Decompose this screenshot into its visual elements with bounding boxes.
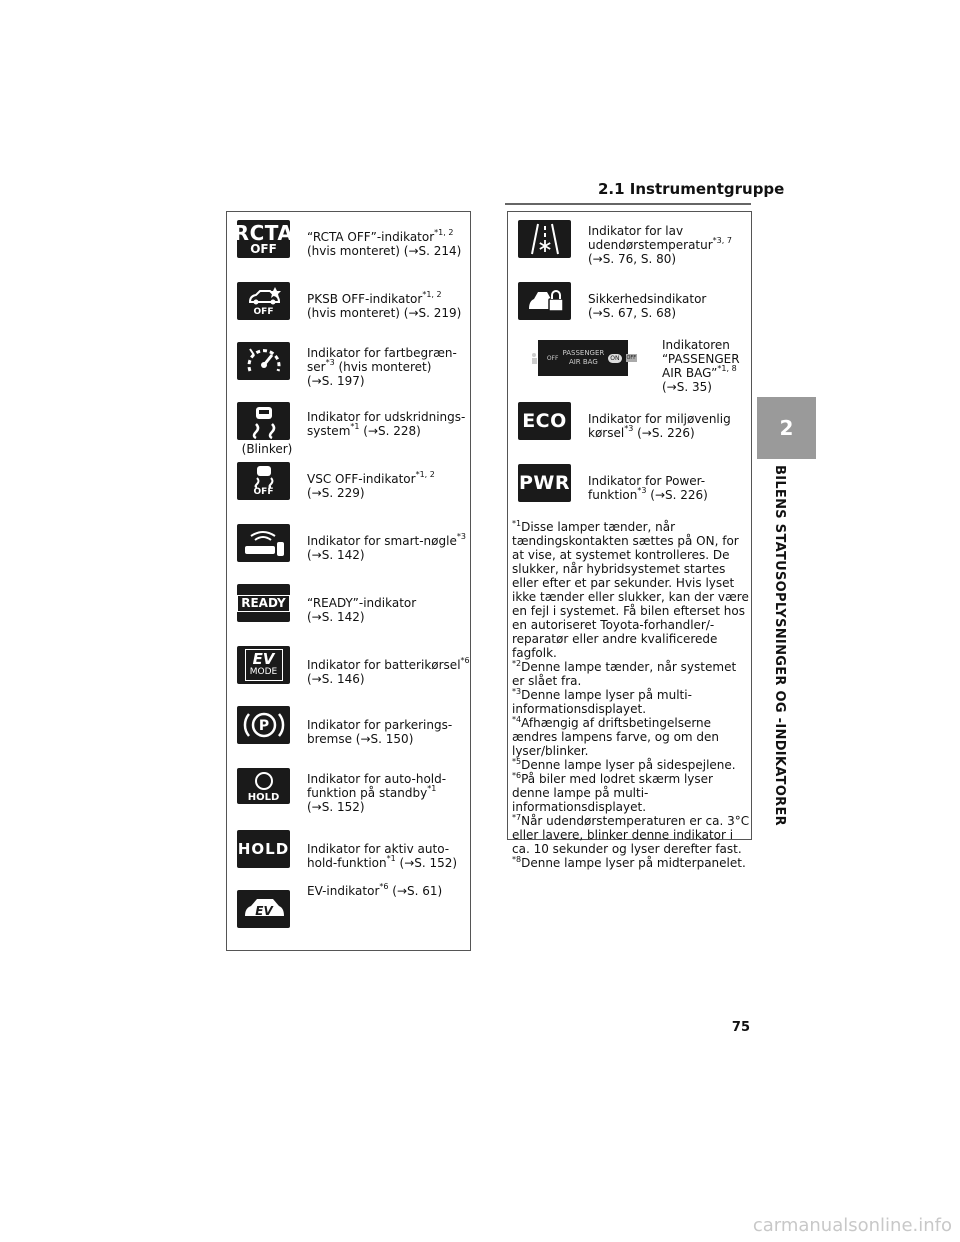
vsc-off-icon: OFF	[237, 462, 290, 500]
left-indicator-panel: RCTA OFF “RCTA OFF”-indikator$^{*1, 2}$ (hvis monteret) (→S. 214) OFF PKSB OFF-indikator$^{*1, 2}$ (hvis monteret) (→S. 219) Indikator for fartbegræn- ser$^{*3}$ (hvis monteret) (→S. 197) (Blinker) Indikator for udskridnings- system$^{*1}$ (→S. 228) OFF VSC OFF-indikator$^{*1, 2}$ (→S. 229) Indikator for smart-nøgle$^{*3}$ (→S. 142) READY “READY”-indikator (→S. 142) EV MODE Indikator for batterikørsel$^{*6}$ (→S. 146) P Indikator for parkerings- bremse (→S. 150) HOLD Indikator for auto-hold- funktion på standby$^{*1}$ (→S. 152) HOLD Indikator for aktiv auto- hold-funktion$^{*1}$ (→S. 152) EV EV-indikator$^{*6}$ (→S. 61)	[226, 211, 471, 951]
smart-key-icon	[237, 524, 290, 562]
footnote: $^{*1}$Disse lamper tænder, når tændingskontakten sættes på ON, for at vise, at systemet kontrolleres. De slukker, når hybridsystemet startes eller efter et par sekunder. Hvis lyset ikke tænder eller slukker, kan der være en fejl i systemet. Få bilen efterset hos en autoriseret Toyota-forhandler/-reparatør eller andre kvalificerede fagfolk.	[512, 519, 749, 660]
parking-brake-icon	[237, 706, 290, 744]
chapter-title: BILENS STATUSOPLYSNINGER OG -INDIKATORER	[772, 465, 787, 826]
ev-car-icon	[237, 890, 290, 928]
auto-hold-standby-icon: HOLD	[237, 768, 290, 804]
footnote: $^{*7}$Når udendørstemperaturen er ca. 3°C eller lavere, blinker denne indikator i ca. 10 sekunder og lyser derefter fast.	[512, 813, 750, 856]
rcta-off-icon: RCTA OFF	[233, 221, 294, 256]
ev-mode-icon: EV MODE	[237, 646, 290, 684]
pwr-icon: PWR	[518, 464, 571, 502]
watermark: carmanualsonline.info	[752, 1215, 952, 1236]
footnote: $^{*4}$Afhængig af driftsbetingelserne ændres lampens farve, og om den lyser/blinker.	[512, 715, 720, 758]
hold-icon: HOLD	[237, 830, 290, 868]
footnote: $^{*5}$Denne lampe lyser på sidespejlene.	[512, 757, 736, 772]
pksb-off-icon: OFF	[237, 282, 290, 320]
section-rule	[505, 203, 751, 205]
svg-text:EV: EV	[254, 904, 273, 918]
footnote: $^{*3}$Denne lampe lyser på multi-informationsdisplayet.	[512, 687, 692, 716]
footnotes	[512, 520, 750, 870]
security-car-lock-icon	[518, 282, 571, 320]
footnote: $^{*2}$Denne lampe tænder, når systemet er slået fra.	[512, 659, 737, 688]
svg-text:P: P	[258, 718, 269, 734]
low-temperature-road-icon	[518, 220, 571, 258]
footnote: $^{*6}$På biler med lodret skærm lyser denne lampe på multi-informationsdisplayet.	[512, 771, 713, 814]
chapter-tab: 2	[757, 397, 816, 459]
speed-limiter-icon	[237, 342, 290, 380]
section-title: 2.1 Instrumentgruppe	[598, 180, 785, 198]
eco-icon: ECO	[518, 402, 571, 440]
passenger-airbag-icon: OFF PASSENGER AIR BAG ON OFF	[538, 340, 628, 376]
footnote: $^{*8}$Denne lampe lyser på midterpanelet.	[512, 855, 746, 870]
ready-icon: READY	[237, 584, 290, 622]
right-indicator-panel: Indikator for lav udendørstemperatur$^{*3, 7}$ (→S. 76, S. 80) Sikkerhedsindikator (→S. 67, S. 68) OFF PASSENGER AIR BAG ON OFF Indikatoren “PASSENGER AIR BAG”$^{*1, 8}$ (→S. 35) ECO Indikator for miljøvenlig kørsel$^{*3}$ (→S. 226) PWR Indikator for Power- funktion$^{*3}$ (→S. 226) $^{*1}$Disse lamper tænder, når tændingskontakten sættes på ON, for at vise, at systemet kontrolleres. De slukker, når hybridsystemet startes eller efter et par sekunder. Hvis lyset ikke tænder eller slukker, kan der være en fejl i systemet. Få bilen efterset hos en autoriseret Toyota-forhandler/-reparatør eller andre kvalificerede fagfolk. $^{*2}$Denne lampe tænder, når systemet er slået fra. $^{*3}$Denne lampe lyser på multi-informationsdisplayet. $^{*4}$Afhængig af driftsbetingelserne ændres lampens farve, og om den lyser/blinker. $^{*5}$Denne lampe lyser på sidespejlene. $^{*6}$På biler med lodret skærm lyser denne lampe på multi-informationsdisplayet. $^{*7}$Når udendørstemperaturen er ca. 3°C eller lavere, blinker denne indikator i ca. 10 sekunder og lyser derefter fast. $^{*8}$Denne lampe lyser på midterpanelet.	[507, 211, 752, 840]
page-number: 75	[731, 1020, 750, 1035]
skid-car-icon	[237, 402, 290, 440]
